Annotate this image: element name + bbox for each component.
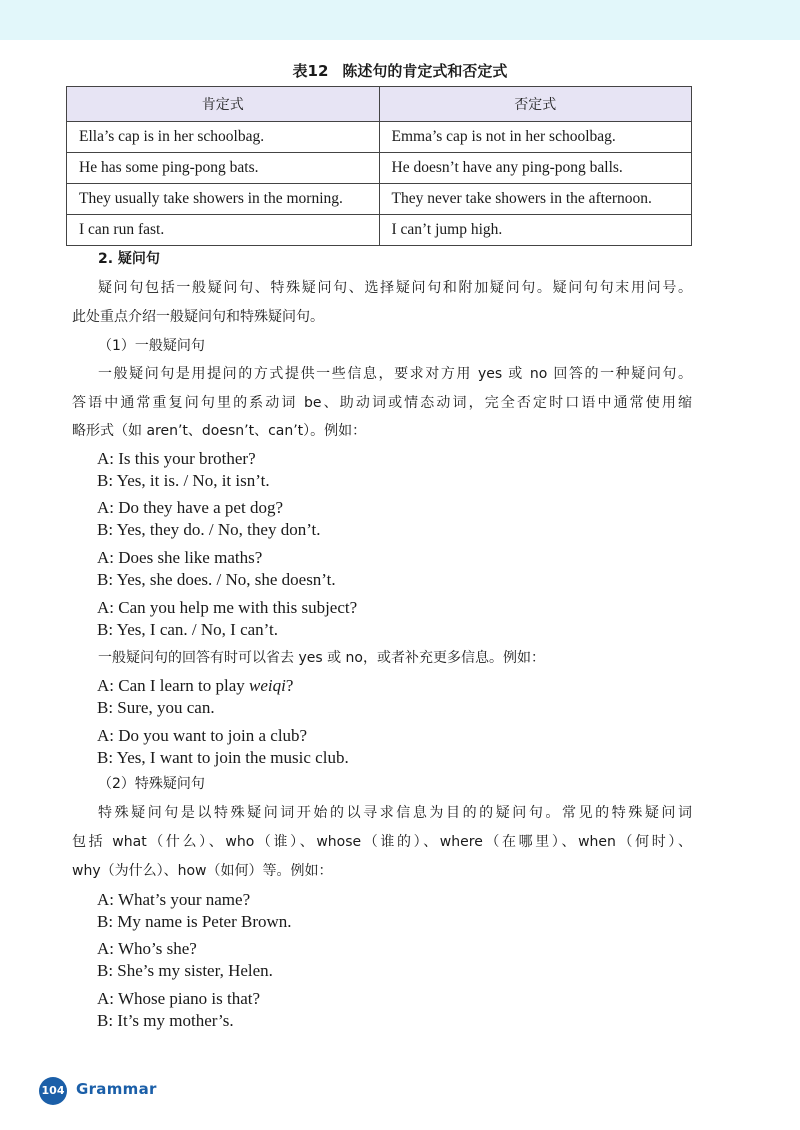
example-answer: B: Sure, you can.: [97, 698, 215, 717]
example-question: A: What’s your name?: [97, 890, 251, 909]
table-cell: They never take showers in the afternoon.: [379, 184, 692, 215]
table-row: [67, 122, 692, 153]
example-answer: B: Yes, she does. / No, she doesn’t.: [97, 570, 336, 589]
table-cell: They usually take showers in the morning.: [67, 184, 380, 215]
example-answer: B: Yes, I want to join the music club.: [97, 748, 349, 767]
example-italic-term: weiqi: [249, 676, 286, 695]
paragraph-line: 特殊疑问句是以特殊疑问词开始的以寻求信息为目的的疑问句。常见的特殊疑问词: [98, 805, 692, 821]
section-intro-line: 疑问句包括一般疑问句、特殊疑问句、选择疑问句和附加疑问句。疑问句句末用问号。: [98, 280, 692, 296]
table-header-row: [67, 87, 692, 122]
table-cell: He doesn’t have any ping-pong balls.: [379, 153, 692, 184]
example-question: A: Do you want to join a club?: [97, 726, 308, 745]
paragraph-line: 一般疑问句是用提问的方式提供一些信息，要求对方用 yes 或 no 回答的一种疑问句。: [98, 366, 692, 382]
header-affirmative: 肯定式: [67, 87, 380, 122]
table-row: [67, 215, 692, 246]
table-cell: Ella’s cap is in her schoolbag.: [67, 122, 380, 153]
example-answer: B: Yes, it is. / No, it isn’t.: [97, 471, 270, 490]
paragraph-line: 答语中通常重复问句里的系动词 be、助动词或情态动词，完全否定时口语中通常使用缩: [72, 395, 692, 411]
example-question: A: Does she like maths?: [97, 548, 263, 567]
example-question: A: Who’s she?: [97, 939, 197, 958]
section-intro-line: 此处重点介绍一般疑问句和特殊疑问句。: [72, 309, 324, 325]
table-caption-text: 陈述句的肯定式和否定式: [342, 62, 508, 80]
note-line: 一般疑问句的回答有时可以省去 yes 或 no，或者补充更多信息。例如：: [98, 650, 545, 666]
table-cell: I can’t jump high.: [379, 215, 692, 246]
paragraph-line: 略形式（如 aren’t、doesn’t、can’t）。例如：: [72, 423, 367, 439]
example-answer: B: Yes, I can. / No, I can’t.: [97, 620, 278, 639]
example-answer: B: My name is Peter Brown.: [97, 912, 292, 931]
example-question: [97, 676, 293, 696]
table-cell: I can run fast.: [67, 215, 380, 246]
example-question: A: Do they have a pet dog?: [97, 498, 283, 517]
example-question: A: Can you help me with this subject?: [97, 598, 358, 617]
subsection-heading-general: （1）一般疑问句: [98, 338, 205, 354]
example-question: A: Whose piano is that?: [97, 989, 261, 1008]
page-number-badge: 104: [39, 1077, 67, 1105]
affirmative-negative-table: [66, 86, 692, 246]
example-text: ?: [285, 676, 294, 695]
table-caption: [0, 60, 800, 81]
footer-section-label: Grammar: [76, 1080, 157, 1098]
table-row: [67, 153, 692, 184]
example-question: A: Is this your brother?: [97, 449, 256, 468]
example-answer: B: Yes, they do. / No, they don’t.: [97, 520, 321, 539]
example-answer: B: It’s my mother’s.: [97, 1011, 234, 1030]
table-cell: He has some ping-pong bats.: [67, 153, 380, 184]
paragraph-line: 包括 what（什么）、who（谁）、whose（谁的）、where（在哪里）、when（何时）、: [72, 834, 692, 850]
section-heading-questions: 2. 疑问句: [98, 251, 160, 267]
table-cell: Emma’s cap is not in her schoolbag.: [379, 122, 692, 153]
table-caption-number: 表12: [292, 62, 329, 80]
example-text: A: Can I learn to play: [97, 676, 250, 695]
example-answer: B: She’s my sister, Helen.: [97, 961, 273, 980]
top-color-band: [0, 0, 800, 40]
table-row: [67, 184, 692, 215]
header-negative: 否定式: [379, 87, 692, 122]
subsection-heading-special: （2）特殊疑问句: [98, 776, 205, 792]
paragraph-line: why（为什么）、how（如何）等。例如：: [72, 863, 333, 879]
